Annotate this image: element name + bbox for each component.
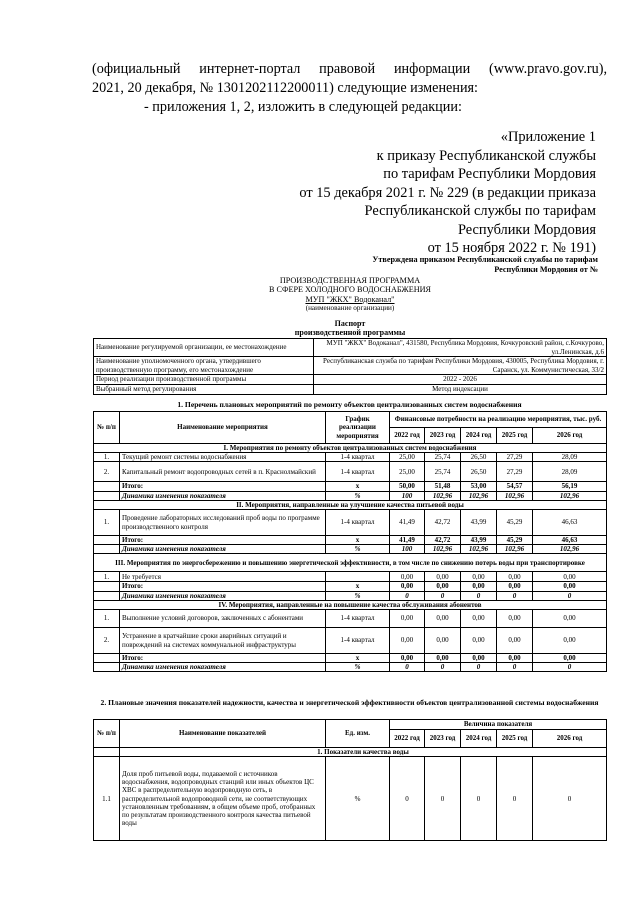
row-value: 102,96 xyxy=(461,491,497,500)
row-unit: % xyxy=(326,545,390,554)
row-value: 0,00 xyxy=(497,572,533,582)
header-year: 2025 год xyxy=(497,730,533,748)
header-year: 2023 год xyxy=(425,730,461,748)
row-value: 0,00 xyxy=(461,572,497,582)
passport-row xyxy=(94,385,607,395)
row-label: Динамика изменения показателя xyxy=(120,545,326,554)
row-value: 0,00 xyxy=(425,628,461,654)
row-value: 0 xyxy=(390,591,425,600)
row-unit: х xyxy=(326,536,390,545)
row-value: 100 xyxy=(390,491,425,500)
header-year: 2026 год xyxy=(533,730,607,748)
passport-label: Наименование уполномоченного органа, утвердившего производственную программу, его местонахождение xyxy=(94,357,314,375)
row-value: 0,00 xyxy=(533,582,607,591)
row-value: 102,96 xyxy=(533,545,607,554)
section-title: 1. Показатели качества воды xyxy=(120,748,607,757)
annex-line: к приказу Республиканской службы xyxy=(376,147,596,164)
header-year: 2022 год xyxy=(390,730,425,748)
passport-row xyxy=(94,357,607,375)
total-row xyxy=(94,482,607,491)
passport-value: Республиканская служба по тарифам Республики Мордовия, 430005, Республика Мордовия, г. Саранск, ул. Коммунистическая, 33/2 xyxy=(314,357,607,375)
row-unit: х xyxy=(326,482,390,491)
intro-line-1: (официальный интернет-портал правовой информации (www.pravo.gov.ru), xyxy=(92,61,607,77)
program-line-2: В СФЕРЕ ХОЛОДНОГО ВОДОСНАБЖЕНИЯ xyxy=(269,285,431,295)
passport-value: 2022 - 2026 xyxy=(314,375,607,385)
row-value: 102,96 xyxy=(425,491,461,500)
row-value: 25,74 xyxy=(425,453,461,462)
row-unit: % xyxy=(326,757,390,841)
passport-title xyxy=(90,320,610,337)
annex-line: от 15 декабря 2021 г. № 229 (в редакции приказа xyxy=(299,184,596,201)
row-label: Динамика изменения показателя xyxy=(120,591,326,600)
header-finance: Финансовые потребности на реализацию мероприятия, тыс. руб. xyxy=(390,412,607,428)
section-row xyxy=(94,500,607,509)
row-value: 0 xyxy=(461,591,497,600)
row-value: 102,96 xyxy=(533,491,607,500)
header-unit: Ед. изм. xyxy=(326,720,390,748)
section-row xyxy=(94,444,607,453)
row-value: 0,00 xyxy=(461,610,497,628)
row-value: 0 xyxy=(461,663,497,672)
row-value: 0 xyxy=(533,663,607,672)
section-title: I. Мероприятия по ремонту объектов централизованных систем водоснабжения xyxy=(94,444,607,453)
row-value: 51,48 xyxy=(425,482,461,491)
row-name: Не требуется xyxy=(120,572,326,582)
row-num xyxy=(94,582,120,591)
passport-row xyxy=(94,375,607,385)
row-value: 0,00 xyxy=(390,582,425,591)
row-unit: % xyxy=(326,591,390,600)
row-value: 27,29 xyxy=(497,462,533,482)
row-value: 41,49 xyxy=(390,536,425,545)
approval-line-1: Утверждена приказом Республиканской службы по тарифам xyxy=(372,255,598,264)
row-value: 102,96 xyxy=(497,545,533,554)
row-value: 28,09 xyxy=(533,453,607,462)
header-name: Наименование мероприятия xyxy=(120,412,326,444)
row-label: Итого: xyxy=(120,536,326,545)
row-label: Итого: xyxy=(120,654,326,663)
passport-label: Выбранный метод регулирования xyxy=(94,385,314,395)
row-name: Выполнение условий договоров, заключенных с абонентами xyxy=(120,610,326,628)
row-num xyxy=(94,591,120,600)
row-value: 26,50 xyxy=(461,453,497,462)
row-value: 0,00 xyxy=(425,572,461,582)
passport-value: Метод индексации xyxy=(314,385,607,395)
annex-line: Республики Мордовия xyxy=(457,221,596,238)
row-value: 0 xyxy=(425,663,461,672)
row-value: 25,00 xyxy=(390,453,425,462)
program-title xyxy=(90,276,610,314)
header-num: № п/п xyxy=(94,412,120,444)
row-num: 1.1 xyxy=(94,757,120,841)
table-row xyxy=(94,757,607,841)
approval-note xyxy=(300,255,598,275)
annex-header xyxy=(250,128,596,258)
row-value: 0 xyxy=(497,757,533,841)
row-value: 102,96 xyxy=(425,545,461,554)
table-row xyxy=(94,628,607,654)
row-value: 56,19 xyxy=(533,482,607,491)
row-schedule: 1-4 квартал xyxy=(326,453,390,462)
row-name: Капитальный ремонт водопроводных сетей в п. Краснолмайский xyxy=(120,462,326,482)
row-value: 25,00 xyxy=(390,462,425,482)
passport-label: Период реализации производственной программы xyxy=(94,375,314,385)
dynamics-row xyxy=(94,663,607,672)
annex-line: Республиканской службы по тарифам xyxy=(364,203,596,219)
section-row xyxy=(94,748,607,757)
organization-note: (наименование организации) xyxy=(305,304,395,313)
header-value: Величина показателя xyxy=(390,720,607,730)
row-num xyxy=(94,654,120,663)
row-schedule: 1-4 квартал xyxy=(326,628,390,654)
dynamics-row xyxy=(94,491,607,500)
row-label: Итого: xyxy=(120,582,326,591)
table-row xyxy=(94,462,607,482)
approval-line-2: Республики Мордовия от № xyxy=(494,265,598,274)
row-label: Итого: xyxy=(120,482,326,491)
row-value: 25,74 xyxy=(425,462,461,482)
passport-row xyxy=(94,339,607,357)
annex-line: по тарифам Республики Мордовия xyxy=(383,166,596,182)
row-num xyxy=(94,536,120,545)
header-name: Наименование показателей xyxy=(120,720,326,748)
row-name: Текущий ремонт системы водоснабжения xyxy=(120,453,326,462)
row-unit: % xyxy=(326,491,390,500)
dynamics-row xyxy=(94,545,607,554)
row-schedule: 1-4 квартал xyxy=(326,462,390,482)
organization-name: МУП "ЖКХ" Водоканал" xyxy=(305,294,395,304)
row-num xyxy=(94,663,120,672)
intro-line-3: - приложения 1, 2, изложить в следующей редакции: xyxy=(144,99,462,115)
section-row xyxy=(94,600,607,609)
row-value: 50,00 xyxy=(390,482,425,491)
total-row xyxy=(94,536,607,545)
annex-line: «Приложение 1 xyxy=(500,129,596,145)
row-num xyxy=(94,748,120,757)
row-value: 0 xyxy=(390,663,425,672)
row-value: 0,00 xyxy=(425,654,461,663)
dynamics-row xyxy=(94,591,607,600)
row-value: 43,99 xyxy=(461,510,497,536)
passport-value: МУП "ЖКХ" Водоканал", 431580, Республика Мордовия, Кочкуровский район, с.Кочкурово, ул.Ленинская, д.6 xyxy=(314,339,607,357)
section-1-title: 1. Перечень плановых мероприятий по ремонту объектов централизованных систем водоснабжения xyxy=(177,400,522,409)
row-value: 100 xyxy=(390,545,425,554)
header-year: 2024 год xyxy=(461,730,497,748)
row-value: 45,29 xyxy=(497,536,533,545)
row-num: 1. xyxy=(94,610,120,628)
row-name: Проведение лабораторных исследований проб воды по программе производственного контроля xyxy=(120,510,326,536)
header-schedule: График реализации мероприятия xyxy=(326,412,390,444)
row-num: 2. xyxy=(94,628,120,654)
annex-line: от 15 ноября 2022 г. № 191) xyxy=(427,240,596,256)
row-value: 46,63 xyxy=(533,510,607,536)
row-value: 0,00 xyxy=(390,572,425,582)
indicators-table xyxy=(93,719,607,841)
header-year: 2025 год xyxy=(497,428,533,444)
row-num: 1. xyxy=(94,572,120,582)
table-row xyxy=(94,610,607,628)
row-label: Динамика изменения показателя xyxy=(120,663,326,672)
row-name: Доля проб питьевой воды, подаваемой с источников водоснабжения, водопроводных станций или иных объектов ЦС ХВС в распределительную водопроводную сеть, в распределительной водопроводной сети, не соответствующих установленным требованиям, в общем объеме проб, отобранных по результатам производственного контроля качества питьевой воды xyxy=(120,757,326,841)
row-value: 0,00 xyxy=(390,610,425,628)
passport-title-2: производственной программы xyxy=(294,327,406,337)
row-value: 43,99 xyxy=(461,536,497,545)
section-2-title: 2. Плановые значения показателей надежности, качества и энергетической эффективности объектов централизованной системы водоснабжения xyxy=(100,698,599,707)
passport-title-1: Паспорт xyxy=(334,319,366,328)
row-value: 0 xyxy=(533,591,607,600)
row-value: 0,00 xyxy=(461,582,497,591)
section-title: IV. Мероприятия, направленные на повышение качества обслуживания абонентов xyxy=(94,600,607,609)
row-schedule: 1-4 квартал xyxy=(326,510,390,536)
passport-table xyxy=(93,338,607,395)
row-unit: х xyxy=(326,654,390,663)
row-num xyxy=(94,491,120,500)
row-value: 27,29 xyxy=(497,453,533,462)
header-year: 2022 год xyxy=(390,428,425,444)
table-row xyxy=(94,453,607,462)
section-row xyxy=(94,554,607,572)
row-value: 0,00 xyxy=(497,628,533,654)
row-value: 0,00 xyxy=(425,610,461,628)
row-value: 46,63 xyxy=(533,536,607,545)
section-title: III. Мероприятия по энергосбережению и повышению энергетической эффективности, в том числе по снижению потерь воды при транспортировке xyxy=(94,554,607,572)
row-value: 0 xyxy=(425,757,461,841)
row-value: 0 xyxy=(497,591,533,600)
row-value: 26,50 xyxy=(461,462,497,482)
row-value: 102,96 xyxy=(461,545,497,554)
row-value: 0,00 xyxy=(533,572,607,582)
header-year: 2024 год xyxy=(461,428,497,444)
row-schedule: 1-4 квартал xyxy=(326,610,390,628)
row-value: 0,00 xyxy=(390,654,425,663)
table-row xyxy=(94,510,607,536)
row-unit: % xyxy=(326,663,390,672)
row-value: 0,00 xyxy=(425,582,461,591)
row-value: 0,00 xyxy=(461,654,497,663)
row-num: 1. xyxy=(94,510,120,536)
row-value: 45,29 xyxy=(497,510,533,536)
section-title: II. Мероприятия, направленные на улучшение качества питьевой воды xyxy=(94,500,607,509)
row-value: 42,72 xyxy=(425,536,461,545)
header-year: 2023 год xyxy=(425,428,461,444)
row-value: 0,00 xyxy=(497,610,533,628)
row-label: Динамика изменения показателя xyxy=(120,491,326,500)
row-value: 0,00 xyxy=(497,654,533,663)
row-value: 0 xyxy=(497,663,533,672)
row-num xyxy=(94,482,120,491)
row-value: 0,00 xyxy=(533,610,607,628)
row-value: 0,00 xyxy=(461,628,497,654)
header-year: 2026 год xyxy=(533,428,607,444)
passport-label: Наименование регулируемой организации, ее местонахождение xyxy=(94,339,314,357)
row-value: 42,72 xyxy=(425,510,461,536)
program-line-1: ПРОИЗВОДСТВЕННАЯ ПРОГРАММА xyxy=(279,276,421,285)
row-unit: х xyxy=(326,582,390,591)
row-value: 0,00 xyxy=(533,628,607,654)
row-value: 0 xyxy=(533,757,607,841)
measures-header-row xyxy=(94,412,607,428)
row-num xyxy=(94,545,120,554)
header-num: № п/п xyxy=(94,720,120,748)
row-value: 41,49 xyxy=(390,510,425,536)
intro-line-2: 2021, 20 декабря, № 1301202112200011) следующие изменения: xyxy=(92,80,478,96)
total-row xyxy=(94,654,607,663)
row-value: 0,00 xyxy=(497,582,533,591)
row-value: 28,09 xyxy=(533,462,607,482)
intro-text xyxy=(92,60,607,117)
row-schedule xyxy=(326,572,390,582)
total-row xyxy=(94,582,607,591)
row-value: 102,96 xyxy=(497,491,533,500)
row-value: 0 xyxy=(425,591,461,600)
row-value: 0,00 xyxy=(533,654,607,663)
row-value: 54,57 xyxy=(497,482,533,491)
row-num: 2. xyxy=(94,462,120,482)
table-row xyxy=(94,572,607,582)
row-value: 0 xyxy=(390,757,425,841)
row-name: Устранение в кратчайшие сроки аварийных ситуаций и повреждений на системах коммунальной инфраструктуры xyxy=(120,628,326,654)
row-num: 1. xyxy=(94,453,120,462)
row-value: 53,00 xyxy=(461,482,497,491)
indicators-header-row xyxy=(94,720,607,730)
row-value: 0 xyxy=(461,757,497,841)
row-value: 0,00 xyxy=(390,628,425,654)
measures-table xyxy=(93,411,607,672)
